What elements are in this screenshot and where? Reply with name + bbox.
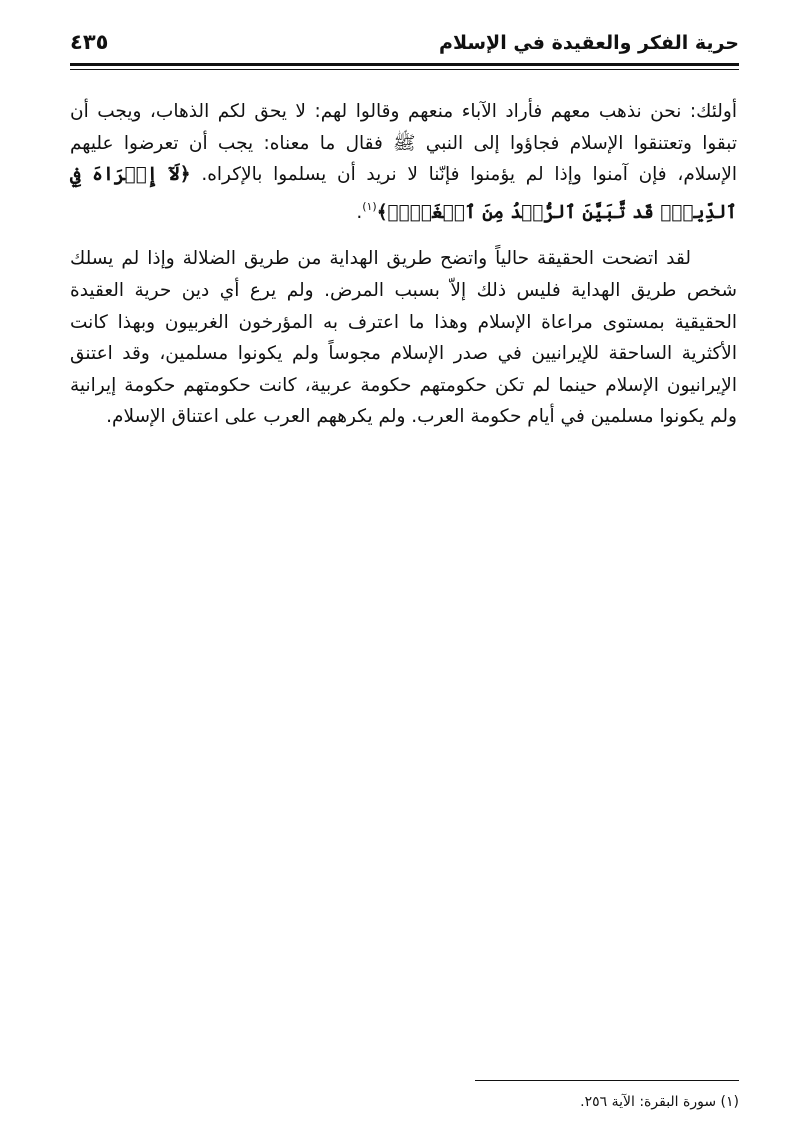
paragraph-2 <box>70 243 737 433</box>
paragraph-1-end: . <box>356 201 363 223</box>
header-rule-thin <box>70 69 739 70</box>
page-header <box>70 28 739 62</box>
quran-verse: ﴿لَآ إِكۡرَاهَ فِي ٱلدِّينِۖ قَد تَّبَيَّنَ ٱلرُّشۡدُ مِنَ ٱلۡغَيِّۚ﴾ <box>70 164 737 223</box>
footnote: (١) سورة البقرة: الآية ٢٥٦. <box>580 1094 739 1110</box>
body-text <box>70 96 737 433</box>
footnote-divider <box>475 1080 739 1081</box>
header-rule-thick <box>70 63 739 66</box>
paragraph-1-text: أولئك: نحن نذهب معهم فأراد الآباء منعهم وقالوا لهم: لا يحق لكم الذهاب، ويجب أن تبقوا وتعتنقوا الإسلام فجاؤوا إلى النبي ﷺ فقال ما معناه: يجب أن تعرضوا عليهم الإسلام، فإن آمنوا وإذا لم يؤمنوا فإنّنا لا نريد أن يسلموا بالإكراه. <box>70 101 738 186</box>
footnote-reference: (١) <box>362 199 377 213</box>
page-number: ٤٣٥ <box>70 30 109 54</box>
paragraph-2-text: لقد اتضحت الحقيقة حالياً واتضح طريق الهداية من طريق الضلالة وإذا لم يسلك شخص طريق الهداية فليس ذلك إلاّ بسبب المرض. ولم يرع أي دين حرية العقيدة الحقيقية بمستوى مراعاة الإسلام وهذا ما اعترف به المؤرخون الغربيون وبهذا كانت الأكثرية الساحقة للإيرانيين في صدر الإسلام مجوساً ولم يكونوا مسلمين، وقد اعتنق الإيرانيون الإسلام حينما لم تكن حكومتهم حكومة عربية، كانت حكومتهم حكومة إيرانية ولم يكونوا مسلمين في أيام حكومة العرب. ولم يكرههم العرب على اعتناق الإسلام. <box>70 248 737 428</box>
paragraph-1 <box>70 96 737 228</box>
running-title: حرية الفكر والعقيدة في الإسلام <box>439 32 739 54</box>
